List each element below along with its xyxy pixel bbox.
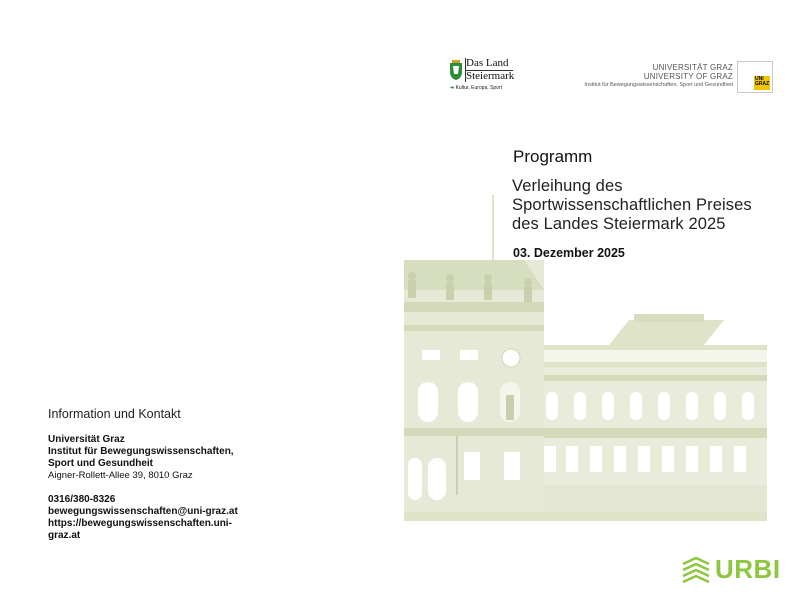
university-name-en: UNIVERSITY OF GRAZ [643, 72, 733, 81]
contact-address: Aigner-Rollett-Allee 39, 8010 Graz [48, 470, 193, 481]
contact-org-line-3: Sport und Gesundheit [48, 458, 153, 469]
contact-web-link-line-1[interactable]: https://bewegungswissenschaften.uni- [48, 518, 232, 529]
land-logo-line1: Das Land [466, 57, 509, 69]
land-logo-line2: Steiermark [466, 70, 515, 82]
urbi-logo [681, 556, 781, 584]
contact-heading: Information und Kontakt [48, 407, 181, 421]
university-name-de: UNIVERSITÄT GRAZ [652, 63, 733, 72]
subtitle-line-3: des Landes Steiermark 2025 [512, 215, 726, 233]
subtitle-line-1: Verleihung des [512, 177, 623, 195]
uni-graz-box-label: UNI GRAZ [755, 76, 770, 87]
urbi-wordmark: URBI [715, 554, 781, 584]
spacer [48, 482, 238, 494]
university-logo-text [584, 63, 733, 90]
contact-phone[interactable]: 0316/380-8326 [48, 494, 116, 505]
event-date: 03. Dezember 2025 [513, 246, 625, 260]
program-subtitle [512, 177, 752, 234]
program-title: Programm [513, 147, 593, 166]
land-tagline-text: Kultur, Europa, Sport [455, 85, 503, 91]
contact-web-link-line-2[interactable]: graz.at [48, 530, 81, 541]
uni-graz-logo-icon [754, 76, 770, 90]
subtitle-line-2: Sportwissenschaftlichen Preises [512, 196, 752, 214]
steiermark-crest-icon [449, 59, 463, 81]
contact-block [48, 434, 238, 542]
university-logo-mark [737, 61, 773, 93]
land-logo-tagline [450, 85, 502, 92]
university-building-illustration [404, 190, 767, 521]
contact-org-line-2: Institut für Bewegungswissenschaften, [48, 446, 234, 457]
contact-email-link[interactable]: bewegungswissenschaften@uni-graz.at [48, 506, 238, 517]
arrow-right-icon: ➔ [450, 85, 455, 91]
institute-name: Institut für Bewegungswissenschaften, Sport und Gesundheit [584, 82, 733, 88]
urbi-building-icon [681, 556, 711, 584]
contact-org-line-1: Universität Graz [48, 434, 125, 445]
land-steiermark-logo [447, 57, 515, 97]
